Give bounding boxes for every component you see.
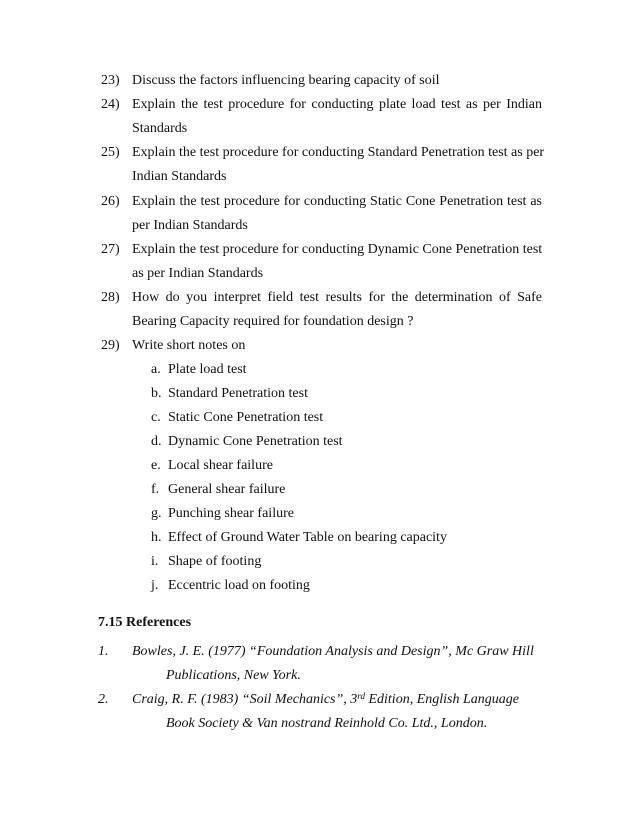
reference-1-line-1: Bowles, J. E. (1977) “Foundation Analysis and Design”, Mc Graw Hill xyxy=(132,644,534,659)
reference-number: 1. xyxy=(98,644,109,659)
item-letter: d. xyxy=(151,434,162,449)
question-text: Explain the test procedure for conducting Static Cone Penetration test as xyxy=(132,194,542,209)
item-letter: i. xyxy=(151,554,159,569)
question-number: 25) xyxy=(101,145,120,160)
question-number: 23) xyxy=(101,73,120,88)
item-letter: g. xyxy=(151,506,162,521)
item-letter: b. xyxy=(151,386,162,401)
item-text: Shape of footing xyxy=(168,554,262,569)
question-text: Explain the test procedure for conducting Standard Penetration test as per xyxy=(132,145,545,160)
question-text: Bearing Capacity required for foundation design ? xyxy=(132,314,414,329)
question-number: 28) xyxy=(101,290,120,305)
reference-1-line-2: Publications, New York. xyxy=(166,668,301,683)
question-text: How do you interpret field test results for the determination of Safe xyxy=(132,290,542,305)
item-text: General shear failure xyxy=(168,482,286,497)
question-text: Explain the test procedure for conducting Dynamic Cone Penetration test xyxy=(132,242,543,257)
item-letter: j. xyxy=(151,578,159,593)
reference-number: 2. xyxy=(98,692,109,707)
references-heading: 7.15 References xyxy=(98,615,192,630)
item-text: Punching shear failure xyxy=(168,506,294,521)
item-letter: f. xyxy=(151,482,160,497)
item-letter: c. xyxy=(151,410,161,425)
item-text: Standard Penetration test xyxy=(168,386,308,401)
item-text: Effect of Ground Water Table on bearing capacity xyxy=(168,530,447,545)
question-text: Standards xyxy=(132,121,188,136)
item-letter: a. xyxy=(151,362,161,377)
question-text: as per Indian Standards xyxy=(132,266,264,281)
ordinal-superscript: rd xyxy=(357,691,365,701)
item-text: Dynamic Cone Penetration test xyxy=(168,434,343,449)
question-number: 26) xyxy=(101,194,120,209)
question-text: per Indian Standards xyxy=(132,218,248,233)
item-letter: h. xyxy=(151,530,162,545)
item-text: Plate load test xyxy=(168,362,247,377)
reference-2-text-pre: Craig, R. F. (1983) “Soil Mechanics”, 3 xyxy=(132,692,358,707)
question-text: Write short notes on xyxy=(132,338,246,353)
item-text: Static Cone Penetration test xyxy=(168,410,324,425)
question-number: 27) xyxy=(101,242,120,257)
item-text: Local shear failure xyxy=(168,458,273,473)
item-letter: e. xyxy=(151,458,161,473)
reference-2-line-2: Book Society & Van nostrand Reinhold Co. Ltd., London. xyxy=(166,716,488,731)
question-text: Discuss the factors influencing bearing capacity of soil xyxy=(132,73,440,88)
question-number: 24) xyxy=(101,97,120,112)
reference-2-text-post: Edition, English Language xyxy=(364,692,519,707)
question-number: 29) xyxy=(101,338,120,353)
reference-2-line-1 xyxy=(132,691,519,708)
question-text: Explain the test procedure for conducting plate load test as per Indian xyxy=(132,97,542,112)
item-text: Eccentric load on footing xyxy=(168,578,310,593)
question-text: Indian Standards xyxy=(132,169,227,184)
